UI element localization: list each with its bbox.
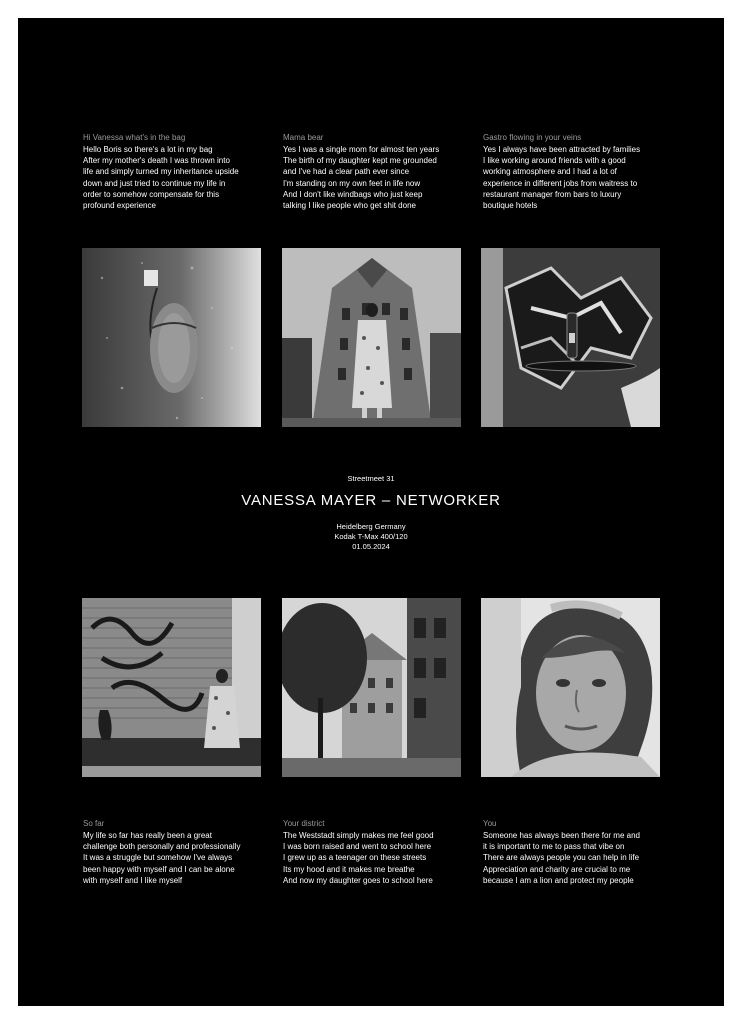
text-block-district <box>283 818 463 886</box>
block-heading: Mama bear <box>283 133 324 142</box>
photo-bag-on-wall <box>82 248 261 427</box>
text-block-gastro <box>483 132 663 211</box>
photo-woman-before-building <box>282 248 461 427</box>
block-line: down and just tried to continue my life in <box>83 178 226 188</box>
block-line: life and simply turned my inheritance upside <box>83 167 239 177</box>
date-text: 01.05.2024 <box>352 542 390 551</box>
block-line: The birth of my daughter kept me grounded <box>283 156 437 166</box>
block-line: order to somehow compensate for this <box>83 189 220 199</box>
photo-district-street <box>282 598 461 777</box>
photo-portrait <box>481 598 660 777</box>
text-block-so-far <box>83 818 263 886</box>
photo-tray-with-bottle <box>481 248 660 427</box>
photo-meta <box>18 522 724 552</box>
block-heading: So far <box>83 819 105 828</box>
block-heading: Your district <box>283 819 325 828</box>
block-line: talking I like people who get shit done <box>283 201 416 211</box>
block-heading: Gastro flowing in your veins <box>483 133 582 142</box>
block-line: with myself and I like myself <box>83 875 183 885</box>
block-line: I like working around friends with a good <box>483 156 626 166</box>
block-line: There are always people you can help in life <box>483 853 640 863</box>
block-line: Yes I was a single mom for almost ten years <box>283 145 440 154</box>
text-block-you <box>483 818 663 886</box>
block-line: because I am a lion and protect my people <box>483 875 634 885</box>
block-line: Hello Boris so there's a lot in my bag <box>83 145 213 154</box>
block-line: been happy with myself and I can be alone <box>83 864 235 874</box>
block-line: it is important to me to pass that vibe on <box>483 842 625 852</box>
block-line: profound experience <box>83 201 156 211</box>
block-line: It was a struggle but somehow I've always <box>83 853 233 863</box>
block-line: I'm standing on my own feet in life now <box>283 178 421 188</box>
block-line: And now my daughter goes to school here <box>283 875 433 885</box>
film-text: Kodak T-Max 400/120 <box>334 532 408 541</box>
block-heading: You <box>483 819 497 828</box>
block-line: restaurant manager from bars to luxury <box>483 189 622 199</box>
block-line: and I've had a clear path ever since <box>283 167 410 177</box>
block-line: Yes I always have been attracted by families <box>483 145 641 154</box>
block-line: boutique hotels <box>483 201 538 211</box>
block-line: Someone has always been there for me and <box>483 831 640 840</box>
block-line: working atmosphere and I had a lot of <box>483 167 617 177</box>
location-text: Heidelberg Germany <box>336 522 406 531</box>
page-title: VANESSA MAYER – NETWORKER <box>241 492 501 509</box>
block-line: I was born raised and went to school here <box>283 842 432 852</box>
poster <box>18 18 724 1006</box>
text-block-mama-bear <box>283 132 463 211</box>
block-line: experience in different jobs from waitress to <box>483 178 638 188</box>
photo-woman-by-shutter <box>82 598 261 777</box>
block-line: After my mother's death I was thrown into <box>83 156 230 166</box>
block-line: Appreciation and charity are crucial to me <box>483 864 631 874</box>
series-label: Streetmeet 31 <box>347 474 395 483</box>
block-line: And I don't like windbags who just keep <box>283 189 423 199</box>
block-line: My life so far has really been a great <box>83 831 212 840</box>
block-heading: Hi Vanessa what's in the bag <box>83 133 186 142</box>
text-block-bag <box>83 132 263 211</box>
block-line: Its my hood and it makes me breathe <box>283 864 415 874</box>
block-line: The Weststadt simply makes me feel good <box>283 831 434 840</box>
block-line: I grew up as a teenager on these streets <box>283 853 427 863</box>
block-line: challenge both personally and professionally <box>83 842 241 852</box>
